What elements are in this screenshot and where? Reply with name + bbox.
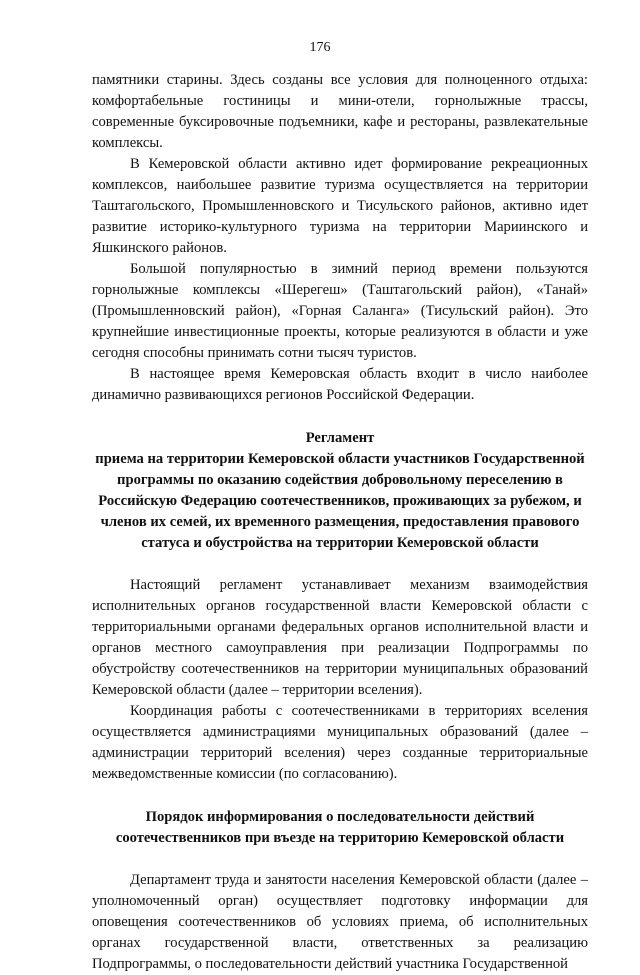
- page-content: [92, 70, 588, 975]
- order-paragraph-1: Департамент труда и занятости населения Кемеровской области (далее – уполномоченный орган) осуществляет подготовку информации для оповещения соотечественников об условиях приема, об исполнительных органах государственной власти, ответственных за реализацию Подпрограммы, о последовательности действий участника Государственной: [92, 872, 588, 972]
- reglament-paragraph-2: Координация работы с соотечественниками в территориях вселения осуществляется администрациями муниципальных образований (далее – администрации территорий вселения) через созданные территориальные межведомственные комиссии (по согласованию).: [92, 703, 588, 782]
- reglament-subtitle: приема на территории Кемеровской области участников Государственной программы по оказанию содействия добровольному переселению в Российскую Федерацию соотечественников, проживающих за рубежом, и членов их семей, их временного размещения, предоставления правового статуса и обустройства на территории Кемеровской области: [95, 451, 585, 551]
- reglament-title: Регламент: [305, 430, 375, 446]
- page-number: 176: [309, 40, 331, 55]
- intro-paragraph-2: В Кемеровской области активно идет формирование рекреационных комплексов, наибольшее развитие туризма осуществляется на территории Таштагольского, Промышленновского и Тисульского районов, активно идет развитие историко-культурного туризма на территории Мариинского и Яшкинского районов.: [92, 156, 588, 256]
- intro-paragraph-4: В настоящее время Кемеровская область входит в число наиболее динамично развивающихся регионов Российской Федерации.: [92, 366, 588, 403]
- intro-paragraph-3: Большой популярностью в зимний период времени пользуются горнолыжные комплексы «Шерегеш» (Таштагольский район), «Танай» (Промышленновский район), «Горная Саланга» (Тисульский район). Это крупнейшие инвестиционные проекты, которые реализуются в области и уже сегодня способны принимать сотни тысяч туристов.: [92, 261, 588, 361]
- order-title: Порядок информирования о последовательности действий соотечественников при въезде на территорию Кемеровской области: [115, 809, 565, 846]
- intro-paragraph-1: памятники старины. Здесь созданы все условия для полноценного отдыха: комфортабельные гостиницы и мини-отели, горнолыжные трассы, современные буксировочные подъемники, кафе и рестораны, развлекательные комплексы.: [92, 72, 588, 151]
- reglament-paragraph-1: Настоящий регламент устанавливает механизм взаимодействия исполнительных органов государственной власти Кемеровской области с территориальными органами федеральных органов исполнительной власти и органов местного самоуправления при реализации Подпрограммы по обустройству соотечественников на территории муниципальных образований Кемеровской области (далее – территории вселения).: [92, 577, 588, 698]
